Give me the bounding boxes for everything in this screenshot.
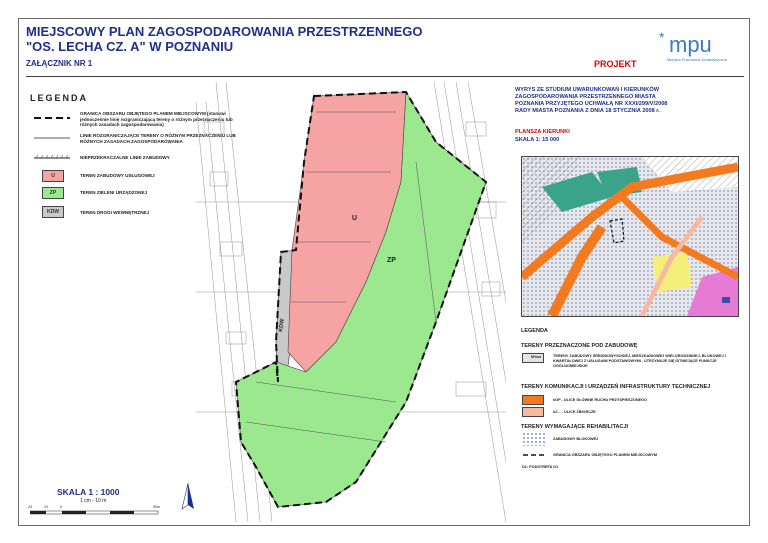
kz-text: kZ... - ULICE ZBIORCZE <box>553 410 596 414</box>
study-heading-line-4: RADY MIASTA POZNANIA Z DNIA 18 STYCZNIA 2008 r. <box>515 108 660 114</box>
study-heading-line-1: WYRYS ZE STUDIUM UWARUNKOWAŃ I KIERUNKÓW <box>515 87 659 93</box>
study-section-rehab: TERENY WYMAGAJĄCE REHABILITACJI <box>521 424 629 430</box>
swatch-study-boundary <box>522 452 548 458</box>
logo-caption: Miejska Pracownia Urbanistyczna <box>667 57 727 62</box>
legend-item-u: TEREN ZABUDOWY USŁUGOWEJ <box>80 173 155 178</box>
scale-sub: 1 cm - 10 m <box>80 498 107 504</box>
legend-title: LEGENDA <box>30 93 89 103</box>
scale-title: SKALA 1 : 1000 <box>57 487 120 497</box>
scale-tick-10: 10 <box>44 505 48 509</box>
scale-bar <box>30 510 160 516</box>
header-divider <box>26 76 744 77</box>
legend-item-boundary: GRANICA OBSZARU OBJĘTEGO PLANEM MIEJSCOWYM (stanowi jednocześnie linię rozgraniczającą tereny o różnym przeznaczeniu lub różnych zasadach zagospodarowania) <box>80 111 233 127</box>
study-legend-title: LEGENDA <box>521 328 548 334</box>
plan-map <box>196 82 506 522</box>
swatch-kz <box>522 407 544 417</box>
study-heading <box>515 87 667 115</box>
scale-tick-50m: 50m <box>153 505 160 509</box>
scale-tick-0: 0 <box>60 505 62 509</box>
legend-item-kdw: TEREN DROGI WEWNĘTRZNEJ <box>80 210 150 215</box>
title-line-2: "OS. LECHA CZ. A" W POZNANIU <box>26 39 234 54</box>
study-boundary-text: GRANICA OBSZARU OBJĘTEGO PLANEM MIEJSCOWYM <box>553 453 658 457</box>
north-arrow-icon <box>181 483 195 511</box>
plan-title <box>26 24 496 54</box>
legend-item-dividing-line: LINIE ROZGRANICZAJĄCE TERENY O RÓŻNYM PRZEZNACZENIU LUB RÓŻNYCH ZASADACH ZAGOSPODAROWANIA <box>80 133 236 144</box>
mwu-text: TERENY ZABUDOWY ŚREDNIOWYSOKIEJ, MIESZKANIOWEJ WIELORODZINNEJ, BLOKOWEJ I KWARTAŁOWEJ Z USŁUGAMI PODSTAWOWYMI , UTRZYMUJE SIĘ ISTNIEJĄCE FUNKCJE OGÓLNOMIEJSKIE <box>553 354 726 368</box>
mwu-code: M*/uw <box>531 355 542 359</box>
map-label-u: U <box>352 215 358 222</box>
swatch-rehab <box>522 432 546 446</box>
study-scale: SKALA 1: 15 000 <box>515 137 560 143</box>
status-badge: PROJEKT <box>594 59 637 69</box>
study-inset-map <box>521 156 739 317</box>
attachment-label: ZAŁĄCZNIK NR 1 <box>26 59 93 68</box>
svg-text:*: * <box>659 29 665 45</box>
map-label-kdw: KDW <box>278 318 286 333</box>
map-label-zp: ZP <box>387 257 396 264</box>
swatch-kdw: KDW <box>42 206 64 218</box>
title-line-1: MIEJSCOWY PLAN ZAGOSPODAROWANIA PRZESTRZENNEGO <box>26 24 423 39</box>
swatch-zp: ZP <box>42 187 64 199</box>
legend-item-building-line: NIEPRZEKRACZALNE LINIE ZABUDOWY <box>80 155 170 160</box>
rehab-text: ZABUDOWY BLOKOWEJ <box>553 437 599 441</box>
swatch-kgp <box>522 395 544 405</box>
plansza-label: PLANSZA KIERUNKI <box>515 129 570 135</box>
swatch-u: U <box>42 170 64 182</box>
study-section-transport: TERENY KOMUNIKACJI I URZĄDZEŃ INFRASTRUKTURY TECHNICZNEJ <box>521 384 711 390</box>
study-heading-line-3: POZNANIA PRZYJĘTEGO UCHWAŁĄ NR XXXI/299/V/2008 <box>515 101 668 107</box>
mpu-logo <box>653 28 743 68</box>
study-heading-line-2: ZAGOSPODAROWANIA PRZESTRZENNEGO MIASTA <box>515 94 656 100</box>
legend-item-zp: TEREN ZIELENI URZĄDZONEJ <box>80 190 148 195</box>
study-section-built: TERENY PRZEZNACZONE POD ZABUDOWĘ <box>521 343 638 349</box>
kgp-text: kGP - ULICE GŁÓWNE RUCHU PRZYSPIESZONEGO <box>553 398 648 402</box>
logo-wordmark: mpu <box>669 32 712 57</box>
scale-tick-20: 20 <box>28 505 32 509</box>
subzone-text: D1: PODSTREFA D1 <box>522 465 559 469</box>
